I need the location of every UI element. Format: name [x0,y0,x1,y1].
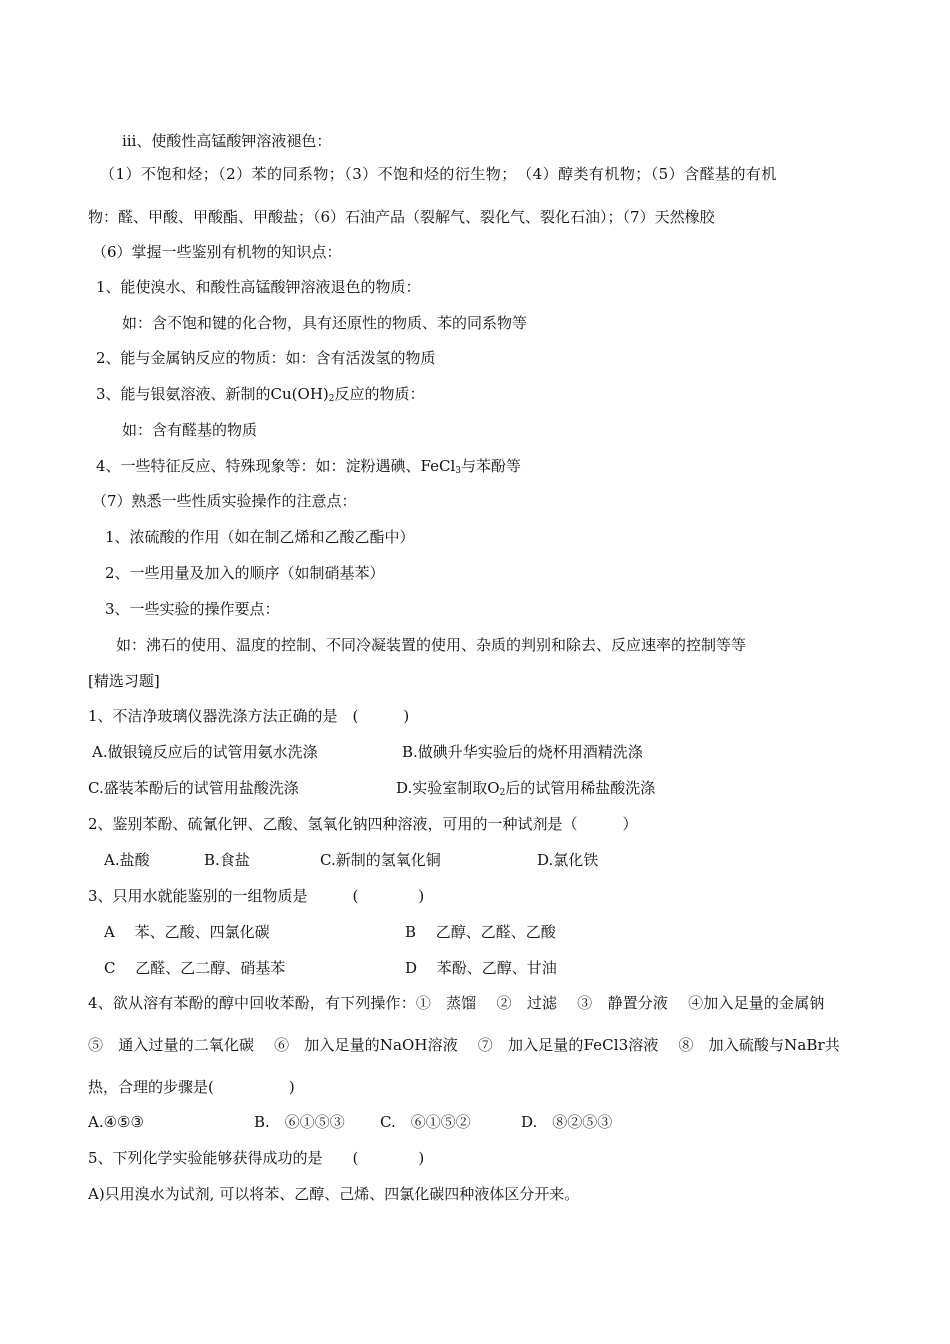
question-4-continued: 热，合理的步骤是( ) [88,1078,295,1096]
question-1-option-a: A.做银镜反应后的试管用氨水洗涤 [92,743,318,761]
list-item-example: 如：含不饱和键的化合物，具有还原性的物质、苯的同系物等 [122,314,528,332]
question-3-option-d: D 苯酚、乙醇、甘油 [405,959,557,977]
question-1: 1、不洁净玻璃仪器洗涤方法正确的是 ( ) [88,707,410,725]
question-4-option-a: A.④⑤③ [88,1113,144,1131]
question-1-option-c: C.盛装苯酚后的试管用盐酸洗涤 [88,779,299,797]
question-2-option-c: C.新制的氢氧化铜 [320,851,441,869]
question-2-option-b: B.食盐 [204,851,250,869]
question-5: 5、下列化学实验能够获得成功的是 ( ) [88,1149,425,1167]
list-item-example: 如：含有醛基的物质 [122,421,258,439]
list-item: 2、能与金属钠反应的物质：如：含有活泼氢的物质 [96,349,436,367]
question-2: 2、鉴别苯酚、硫氰化钾、乙酸、氢氧化钠四种溶液，可用的一种试剂是（ ） [88,815,638,833]
list-item: 2、一些用量及加入的顺序（如制硝基苯） [105,564,385,582]
question-4-option-d: D. ⑧②⑤③ [521,1113,613,1131]
question-2-option-a: A.盐酸 [104,851,150,869]
question-3-option-c: C 乙醛、乙二醇、硝基苯 [104,959,286,977]
list-item: 3、能与银氨溶液、新制的$Cu(OH)_2$反应的物质： [96,385,425,404]
section-heading-iii: ⅲ、使酸性高锰酸钾溶液褪色： [122,132,332,150]
list-item: 1、浓硫酸的作用（如在制乙烯和乙酸乙酯中） [105,528,415,546]
list-item-example: 如：沸石的使用、温度的控制、不同冷凝装置的使用、杂质的判别和除去、反应速率的控制等等 [116,636,747,654]
paragraph-line: （1）不饱和烃；（2）苯的同系物；（3）不饱和烃的衍生物； （4）醇类有机物；（5）含醛基的有机 [100,165,777,183]
question-3-option-b: B 乙醇、乙醛、乙酸 [405,923,556,941]
section-heading-7: （7）熟悉一些性质实验操作的注意点： [92,492,357,510]
list-item: 4、一些特征反应、特殊现象等：如：淀粉遇碘、FeCl$_3$与苯酚等 [96,457,522,476]
paragraph-line: 物：醛、甲酸、甲酸酯、甲酸盐；（6）石油产品（裂解气、裂化气、裂化石油）；（7）天然橡胶 [88,208,715,226]
question-2-option-d: D.氯化铁 [537,851,599,869]
question-3-option-a: A 苯、乙酸、四氯化碳 [104,923,270,941]
question-4-continued: ⑤ 通入过量的二氧化碳 ⑥ 加入足量的NaOH溶液 ⑦ 加入足量的FeCl3溶液 ⑧ 加入硫酸与NaBr共 [88,1036,840,1054]
section-heading-6: （6）掌握一些鉴别有机物的知识点： [92,243,342,261]
question-1-option-d: D.实验室制取$O_2$后的试管用稀盐酸洗涤 [396,779,656,798]
question-1-option-b: B.做碘升华实验后的烧杯用酒精洗涤 [402,743,643,761]
question-4-option-c: C. ⑥①⑤② [380,1113,471,1131]
question-4: 4、欲从溶有苯酚的醇中回收苯酚，有下列操作：① 蒸馏 ② 过滤 ③ 静置分液 ④加入足量的金属钠 [88,994,825,1012]
list-item: 3、一些实验的操作要点： [105,600,280,618]
question-3: 3、只用水就能鉴别的一组物质是 ( ) [88,887,425,905]
list-item: 1、能使溴水、和酸性高锰酸钾溶液退色的物质： [96,278,421,296]
section-heading-exercises: [精选习题] [88,672,160,690]
question-4-option-b: B. ⑥①⑤③ [254,1113,345,1131]
question-5-option-a: A)只用溴水为试剂, 可以将苯、乙醇、己烯、四氯化碳四种液体区分开来。 [88,1185,580,1203]
